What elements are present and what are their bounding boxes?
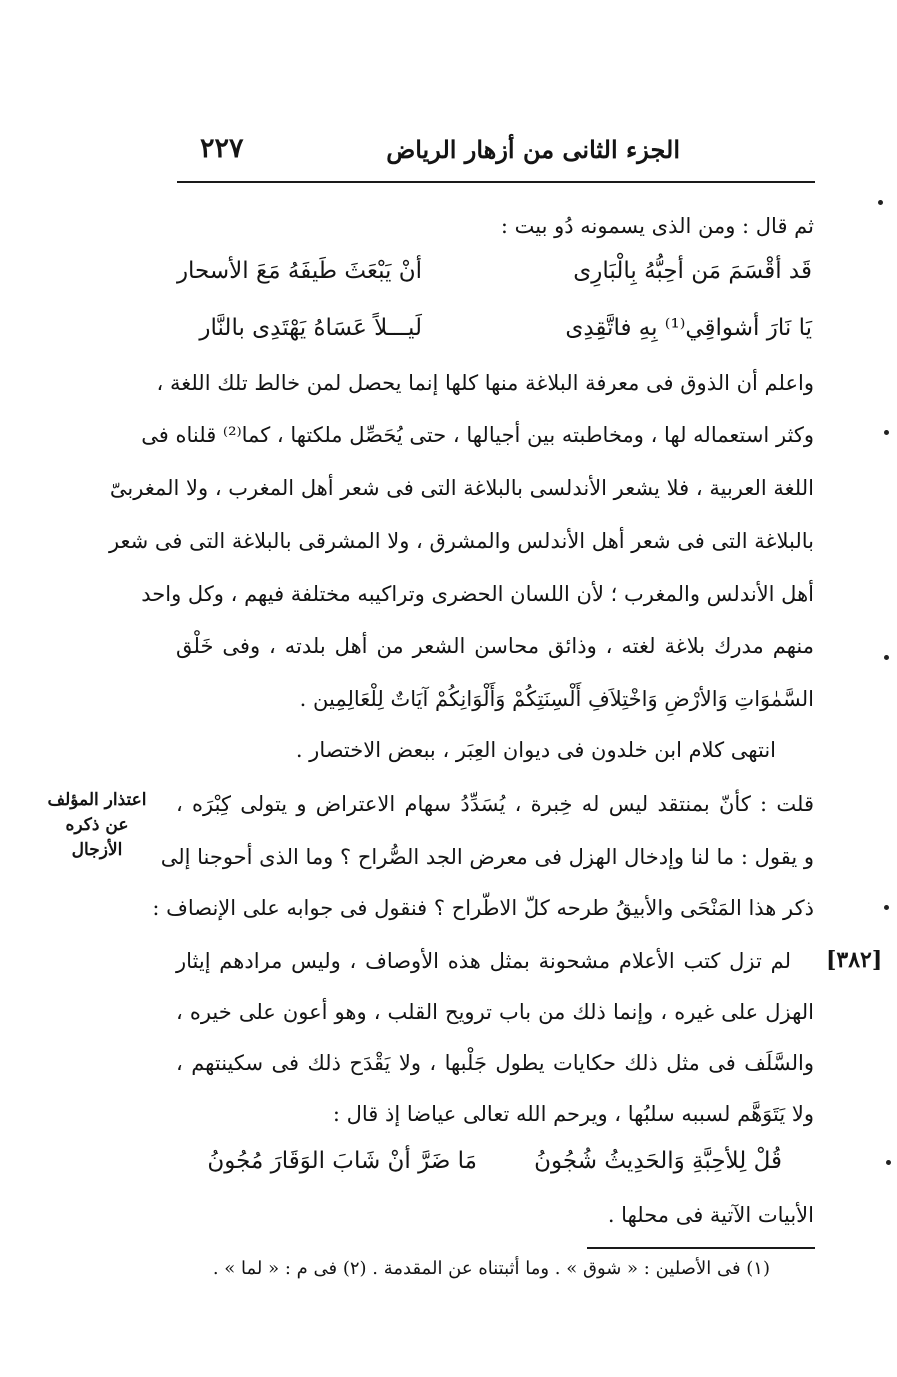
source-attribution: انتهى كلام ابن خلدون فى ديوان العِبَر ، ببعض الاختصار . xyxy=(295,738,776,762)
paragraph-line: ذكر هذا المَنْحَى والأبيقُ طرحه كلّ الاطّراح ؟ فنقول فى جوابه على الإنصاف : xyxy=(152,896,814,920)
paragraph-line: و يقول : ما لنا وإدخال الهزل فى معرض الجد الصُّراح ؟ وما الذى أحوجنا إلى xyxy=(160,845,814,869)
paragraph-line: قلت : كأنّ بمنتقد ليس له خِبرة ، يُسَدِّدُ سهام الاعتراض و يتولى كِبْرَه ، xyxy=(176,792,814,816)
verse-1-first-hemistich: قَد أقْسَمَ مَن أحِبُّهُ بِالْبَارِى xyxy=(573,258,812,284)
margin-page-reference: [٣٨٢] xyxy=(826,947,883,973)
paragraph-line: ولا يَتَوَهَّم لسببه سلبُها ، ويرحم الله تعالى عياضا إذ قال : xyxy=(332,1102,814,1126)
paragraph-line: منهم مدرك بلاغة لغته ، وذائق محاسن الشعر من أهل بلدته ، وفى خَلْق xyxy=(176,634,814,658)
closing-line: الأبيات الآتية فى محلها . xyxy=(607,1203,814,1227)
quran-quote-line: السَّمٰوَاتِ وَالأرْضِ وَاخْتِلاَفِ أَلْسِنَتِكُمْ وَأَلْوَانِكُمْ آيَاتٌ لِلْعَالِمِين . xyxy=(299,687,814,711)
verse-2-second-hemistich: لَيـــلاً عَسَاهُ يَهْتَدِى بالنَّار xyxy=(199,315,422,341)
paragraph-line: وكثر استعماله لها ، ومخاطبته بين أجيالها ، حتى يُحَصِّل ملكتها ، كما⁽²⁾ قلناه فى xyxy=(141,423,814,447)
paragraph-line: بالبلاغة التى فى شعر أهل الأندلس والمشرق ، ولا المشرقى بالبلاغة التى فى شعر xyxy=(108,529,814,553)
verse-3-second-hemistich: مَا ضَرَّ أنْ شَابَ الوَقَارَ مُجُونُ xyxy=(207,1148,477,1174)
scan-dot xyxy=(886,1160,891,1165)
running-header-title: الجزء الثانى من أزهار الرياض xyxy=(386,135,680,164)
header-rule xyxy=(177,181,815,183)
paragraph-line: واعلم أن الذوق فى معرفة البلاغة منها كلها إنما يحصل لمن خالط تلك اللغة ، xyxy=(156,371,814,395)
paragraph-line: الهزل على غيره ، وإنما ذلك من باب ترويح القلب ، وهو أعون على خيره ، xyxy=(176,1000,814,1024)
margin-note-line: عن ذكره xyxy=(65,815,129,835)
paragraph-line: أهل الأندلس والمغرب ؛ لأن اللسان الحضرى وتراكيبه مختلفة فيهم ، وكل واحد xyxy=(141,582,814,606)
margin-note-line: اعتذار المؤلف xyxy=(47,790,147,810)
margin-note-line: الأزجال xyxy=(71,840,123,860)
paragraph-line: اللغة العربية ، فلا يشعر الأندلسى بالبلاغة التى فى شعر أهل المغرب ، ولا المغربىّ xyxy=(109,476,814,500)
footnote-rule xyxy=(587,1247,815,1249)
paragraph-line: لم تزل كتب الأعلام مشحونة بمثل هذه الأوصاف ، وليس مرادهم إيثار xyxy=(176,949,791,973)
verse-2-first-hemistich: يَا نَارَ أشواقِي⁽¹⁾ بِهِ فاتَّقِدِى xyxy=(565,315,812,341)
verse-1-second-hemistich: أنْ يَبْعَثَ طَيفَهُ مَعَ الأسحار xyxy=(176,258,422,284)
scan-dot xyxy=(884,430,889,435)
page-number: ٢٢٧ xyxy=(200,133,244,164)
scan-dot xyxy=(884,905,889,910)
footnotes: (١) فى الأصلين : « شوق » . وما أثبتناه عن المقدمة . (٢) فى م : « لما » . xyxy=(212,1258,770,1279)
verse-3-first-hemistich: قُلْ لِلأحِبَّةِ وَالحَدِيثُ شُجُونُ xyxy=(534,1148,782,1174)
margin-note xyxy=(22,788,172,863)
scan-dot xyxy=(878,200,883,205)
paragraph-line: والسَّلَف فى مثل ذلك حكايات يطول جَلْبها ، ولا يَقْدَح ذلك فى سكينتهم ، xyxy=(176,1051,814,1075)
intro-line: ثم قال : ومن الذى يسمونه دُو بيت : xyxy=(500,214,814,238)
scan-dot xyxy=(884,655,889,660)
